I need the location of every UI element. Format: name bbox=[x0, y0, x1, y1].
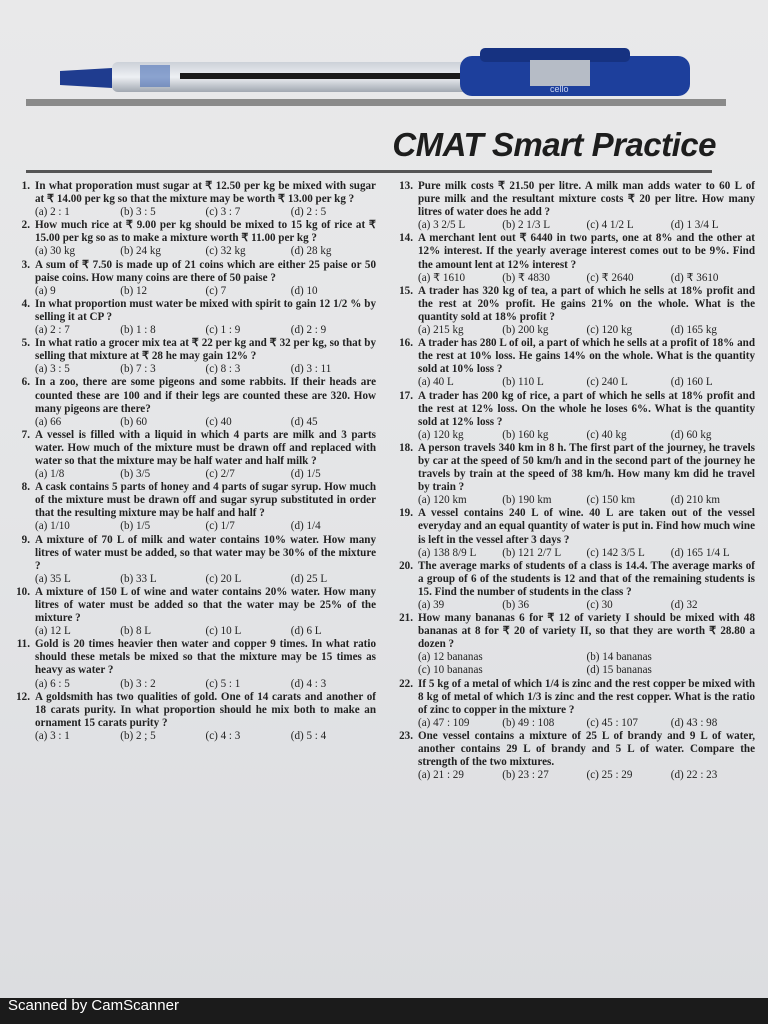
answer-option: (a) 1/10 bbox=[35, 520, 70, 533]
answer-options bbox=[418, 376, 755, 389]
question-text: A person travels 340 km in 8 h. The first part of the journey, he travels by car at the speed of 50 km/h and in the second part of the journey he travels by train at the speed of 38 km/h. How many km did he travel by train ? bbox=[418, 441, 755, 494]
question-text: A trader has 200 kg of rice, a part of which he sells at 18% profit and the rest at 12% loss. On the whole he loses 6%. What is the quantity sold at 12% loss ? bbox=[418, 389, 755, 428]
answer-option: (b) 8 L bbox=[120, 625, 152, 638]
question-item bbox=[10, 638, 376, 690]
answer-option: (b) 1/5 bbox=[120, 520, 151, 533]
answer-option: (c) 32 kg bbox=[205, 245, 246, 258]
question-number: 10. bbox=[16, 585, 30, 598]
answer-option: (c) 40 kg bbox=[586, 428, 627, 441]
answer-option: (a) 12 bananas bbox=[418, 651, 483, 664]
answer-option: (d) 160 L bbox=[670, 376, 713, 389]
question-item bbox=[10, 586, 376, 638]
answer-option: (a) 3 : 5 bbox=[35, 363, 70, 376]
question-column-right bbox=[393, 180, 755, 782]
answer-option: (b) 121 2/7 L bbox=[502, 546, 562, 559]
question-item bbox=[393, 730, 755, 782]
question-number: 21. bbox=[399, 612, 413, 625]
answer-option: (a) 1/8 bbox=[35, 468, 65, 481]
answer-option: (a) 6 : 5 bbox=[35, 677, 70, 690]
question-text: Pure milk costs ₹ 21.50 per litre. A milk man adds water to 60 L of pure milk and the resultant mixture costs ₹ 20 per litre. How many litres of water does he add ? bbox=[418, 180, 755, 219]
question-text: A cask contains 5 parts of honey and 4 parts of sugar syrup. How much of the mixture must be drawn off and sugar syrup substituted in order that the resulting mixture may be half and half ? bbox=[35, 481, 376, 520]
question-item bbox=[393, 560, 755, 612]
answer-option: (d) 5 : 4 bbox=[290, 729, 327, 742]
answer-options bbox=[418, 272, 755, 285]
question-number: 16. bbox=[399, 337, 413, 350]
answer-option: (c) 7 bbox=[205, 284, 227, 297]
answer-option: (a) 39 bbox=[418, 599, 445, 611]
question-number: 2. bbox=[21, 219, 30, 232]
question-text: In what ratio a grocer mix tea at ₹ 22 per kg and ₹ 32 per kg, so that by selling that mixture at ₹ 28 he may gain 12% ? bbox=[35, 337, 376, 363]
question-item bbox=[393, 612, 755, 677]
answer-option: (b) 1 : 8 bbox=[120, 324, 156, 337]
answer-option: (b) 60 bbox=[120, 415, 148, 428]
question-number: 22. bbox=[399, 677, 413, 690]
answer-option: (b) 12 bbox=[120, 284, 148, 297]
question-item bbox=[393, 678, 755, 730]
answer-option: (d) 28 kg bbox=[290, 245, 332, 258]
answer-options bbox=[418, 547, 755, 560]
answer-option: (a) 9 bbox=[35, 284, 56, 297]
answer-option: (a) 138 8/9 L bbox=[418, 546, 477, 559]
question-item bbox=[393, 180, 755, 232]
answer-option: (b) 36 bbox=[502, 599, 530, 611]
answer-option: (b) 24 kg bbox=[120, 245, 161, 258]
answer-options bbox=[35, 678, 376, 691]
question-number: 11. bbox=[16, 638, 30, 651]
question-text: The average marks of students of a class is 14.4. The average marks of a group of 6 of the students is 12 and that of the remaining students is 15. Find the number of students in the class ? bbox=[418, 559, 755, 598]
answer-option: (d) 32 bbox=[670, 599, 698, 611]
question-item bbox=[10, 481, 376, 533]
answer-option: (a) 47 : 109 bbox=[418, 716, 470, 729]
question-text: One vessel contains a mixture of 25 L of brandy and 9 L of water, another contains 29 L of brandy and 5 L of water. Compare the strength of the two mixtures. bbox=[418, 729, 755, 769]
question-number: 14. bbox=[399, 232, 413, 245]
answer-option: (a) 3 : 1 bbox=[35, 729, 70, 742]
answer-option: (b) 7 : 3 bbox=[120, 363, 156, 376]
question-text: In what proportion must water be mixed with spirit to gain 12 1/2 % by selling it at CP ? bbox=[35, 297, 376, 323]
question-item bbox=[393, 442, 755, 507]
question-item bbox=[10, 259, 376, 298]
question-number: 13. bbox=[399, 180, 413, 192]
answer-option: (d) 22 : 23 bbox=[670, 769, 718, 782]
question-text: A mixture of 70 L of milk and water contains 10% water. How many litres of water must be added, so that water may be 30% of the mixture ? bbox=[35, 533, 376, 572]
answer-option: (c) 240 L bbox=[586, 376, 628, 389]
answer-option: (a) 2 : 7 bbox=[35, 324, 70, 337]
question-text: A sum of ₹ 7.50 is made up of 21 coins which are either 25 paise or 50 paise coins. How many coins are there of 50 paise ? bbox=[35, 258, 376, 284]
answer-option: (a) 40 L bbox=[418, 376, 454, 389]
question-number: 3. bbox=[21, 258, 30, 271]
answer-option: (d) 4 : 3 bbox=[290, 677, 327, 690]
answer-options bbox=[35, 730, 376, 743]
answer-option: (d) 45 bbox=[290, 415, 318, 428]
answer-option: (a) 120 kg bbox=[418, 428, 464, 441]
question-text: A merchant lent out ₹ 6440 in two parts, one at 8% and the other at 12% interest. If the yearly average interest comes out to be 9%. Find the amount lent at 12% interest ? bbox=[418, 232, 755, 271]
answer-option: (b) 14 bananas bbox=[586, 651, 652, 664]
answer-option: (b) 160 kg bbox=[502, 428, 549, 441]
answer-option: (a) 3 2/5 L bbox=[418, 219, 466, 232]
answer-option: (d) 25 L bbox=[290, 572, 328, 585]
answer-options bbox=[35, 625, 376, 638]
answer-option: (a) ₹ 1610 bbox=[418, 271, 466, 284]
answer-options bbox=[418, 717, 755, 730]
question-item bbox=[10, 298, 376, 337]
answer-option: (c) 10 bananas bbox=[418, 664, 483, 677]
answer-options bbox=[35, 285, 376, 298]
answer-option: (c) 20 L bbox=[205, 572, 242, 585]
answer-option: (d) ₹ 3610 bbox=[670, 271, 719, 284]
answer-option: (b) 110 L bbox=[502, 376, 544, 389]
answer-option: (a) 120 km bbox=[418, 494, 467, 507]
answer-option: (a) 30 kg bbox=[35, 245, 76, 258]
answer-option: (c) 1 : 9 bbox=[205, 324, 241, 337]
answer-option: (b) 33 L bbox=[120, 572, 157, 585]
question-number: 12. bbox=[16, 690, 30, 703]
question-item bbox=[393, 232, 755, 284]
answer-option: (d) 210 km bbox=[670, 494, 721, 507]
question-item bbox=[10, 376, 376, 428]
answer-option: (c) 4 : 3 bbox=[205, 729, 241, 742]
question-text: A trader has 320 kg of tea, a part of which he sells at 18% profit and the rest at 20% profit. He gains 21% on the whole. What is the quantity sold at 18% profit ? bbox=[418, 284, 755, 323]
question-number: 5. bbox=[21, 337, 30, 350]
answer-option: (a) 21 : 29 bbox=[418, 769, 464, 782]
answer-option: (c) 8 : 3 bbox=[205, 363, 241, 376]
header-rule bbox=[26, 99, 726, 106]
question-text: How many bananas 6 for ₹ 12 of variety I should be mixed with 48 bananas at 8 for ₹ 20 of variety II, so that they are worth ₹ 28.80 a dozen ? bbox=[418, 612, 755, 651]
answer-option: (b) 49 : 108 bbox=[502, 716, 555, 729]
answer-option: (c) 1/7 bbox=[205, 520, 235, 533]
question-column-left bbox=[10, 180, 376, 743]
title-rule bbox=[26, 170, 712, 173]
question-text: In a zoo, there are some pigeons and some rabbits. If their heads are counted these are 100 and if their legs are counted these are 320. How many pigeons are there? bbox=[35, 376, 376, 415]
answer-options bbox=[35, 245, 376, 258]
answer-options bbox=[35, 416, 376, 429]
question-item bbox=[10, 180, 376, 219]
answer-option: (d) 43 : 98 bbox=[670, 716, 718, 729]
question-item bbox=[10, 219, 376, 258]
page-title: CMAT Smart Practice bbox=[392, 126, 716, 163]
answer-option: (c) 10 L bbox=[205, 625, 242, 638]
question-text: A goldsmith has two qualities of gold. One of 14 carats and another of 18 carats purity. In what proportion should he mix both to make an ornament 15 carats purity ? bbox=[35, 690, 376, 729]
answer-option: (c) 25 : 29 bbox=[586, 769, 633, 782]
svg-text:cello: cello bbox=[550, 84, 569, 94]
answer-options bbox=[35, 520, 376, 533]
question-item bbox=[393, 507, 755, 559]
answer-options bbox=[418, 769, 755, 782]
question-number: 4. bbox=[21, 297, 30, 310]
question-item bbox=[393, 285, 755, 337]
answer-option: (c) 5 : 1 bbox=[205, 677, 241, 690]
question-number: 15. bbox=[399, 284, 413, 297]
answer-option: (d) 3 : 11 bbox=[290, 363, 332, 376]
answer-option: (d) 6 L bbox=[290, 625, 322, 638]
question-text: How much rice at ₹ 9.00 per kg should be mixed to 15 kg of rice at ₹ 15.00 per kg so as to make a mixture worth ₹ 11.00 per kg ? bbox=[35, 219, 376, 245]
question-item bbox=[10, 691, 376, 743]
answer-option: (b) 2 ; 5 bbox=[120, 729, 156, 742]
question-item bbox=[10, 534, 376, 586]
answer-option: (d) 165 1/4 L bbox=[670, 546, 730, 559]
answer-options bbox=[35, 468, 376, 481]
answer-option: (c) 30 bbox=[586, 599, 613, 611]
question-number: 1. bbox=[21, 180, 30, 192]
answer-options bbox=[35, 324, 376, 337]
question-number: 7. bbox=[21, 428, 30, 441]
answer-option: (b) ₹ 4830 bbox=[502, 271, 550, 284]
answer-option: (b) 3 : 2 bbox=[120, 677, 156, 690]
answer-option: (d) 165 kg bbox=[670, 324, 717, 337]
question-text: A mixture of 150 L of wine and water contains 20% water. How many litres of water must be added so that the water may be 25% of the mixture ? bbox=[35, 585, 376, 625]
answer-option: (c) 3 : 7 bbox=[205, 206, 241, 219]
question-number: 9. bbox=[21, 533, 30, 546]
answer-option: (d) 60 kg bbox=[670, 428, 712, 441]
question-text: If 5 kg of a metal of which 1/4 is zinc and the rest copper be mixed with 8 kg of metal of which 1/3 is zinc and the rest copper. What is the ratio of zinc to copper in the mixture ? bbox=[418, 677, 755, 716]
answer-option: (b) 3/5 bbox=[120, 468, 151, 481]
question-item bbox=[393, 337, 755, 389]
question-item bbox=[10, 429, 376, 481]
answer-option: (a) 35 L bbox=[35, 572, 71, 585]
question-text: A vessel is filled with a liquid in which 4 parts are milk and 3 parts water. How much of the mixture must be drawn off and replaced with water so that the mixture may be half water and half milk ? bbox=[35, 428, 376, 467]
answer-option: (c) 142 3/5 L bbox=[586, 546, 645, 559]
question-text: Gold is 20 times heavier then water and copper 9 times. In what ratio should these metals be mixed so that the mixture may be 15 times as heavy as water ? bbox=[35, 638, 376, 677]
answer-options bbox=[418, 651, 755, 677]
answer-option: (c) 150 km bbox=[586, 494, 636, 507]
answer-option: (d) 10 bbox=[290, 284, 318, 297]
answer-option: (d) 2 : 9 bbox=[290, 324, 327, 337]
answer-options bbox=[418, 219, 755, 232]
answer-options bbox=[35, 573, 376, 586]
question-item bbox=[393, 390, 755, 442]
answer-option: (b) 200 kg bbox=[502, 324, 549, 337]
answer-option: (c) ₹ 2640 bbox=[586, 271, 634, 284]
answer-option: (d) 2 : 5 bbox=[290, 206, 327, 219]
answer-option: (a) 66 bbox=[35, 415, 62, 428]
question-number: 23. bbox=[399, 729, 413, 742]
answer-options bbox=[418, 429, 755, 442]
answer-options bbox=[35, 206, 376, 219]
answer-option: (d) 1 3/4 L bbox=[670, 219, 719, 232]
answer-option: (d) 1/4 bbox=[290, 520, 321, 533]
question-number: 19. bbox=[399, 507, 413, 520]
answer-option: (d) 15 bananas bbox=[586, 664, 652, 677]
answer-option: (d) 1/5 bbox=[290, 468, 321, 481]
question-number: 6. bbox=[21, 376, 30, 389]
question-item bbox=[10, 337, 376, 376]
answer-option: (c) 4 1/2 L bbox=[586, 219, 634, 232]
question-number: 8. bbox=[21, 481, 30, 494]
answer-option: (b) 23 : 27 bbox=[502, 769, 549, 782]
answer-option: (b) 3 : 5 bbox=[120, 206, 156, 219]
answer-options bbox=[418, 324, 755, 337]
question-text: In what proporation must sugar at ₹ 12.50 per kg be mixed with sugar at ₹ 14.00 per kg so that the mixture may be worth ₹ 13.00 per kg ? bbox=[35, 180, 376, 206]
answer-option: (c) 2/7 bbox=[205, 468, 235, 481]
question-number: 17. bbox=[399, 389, 413, 402]
answer-option: (a) 12 L bbox=[35, 625, 71, 638]
answer-option: (c) 120 kg bbox=[586, 324, 633, 337]
answer-options bbox=[418, 494, 755, 507]
question-text: A vessel contains 240 L of wine. 40 L are taken out of the vessel everyday and an equal quantity of water is put in. Find how much wine is left in the vessel after 3 days ? bbox=[418, 507, 755, 546]
answer-option: (a) 2 : 1 bbox=[35, 206, 70, 219]
answer-option: (c) 40 bbox=[205, 415, 232, 428]
scanner-watermark: Scanned by CamScanner bbox=[8, 997, 179, 1014]
answer-option: (b) 2 1/3 L bbox=[502, 219, 551, 232]
question-number: 18. bbox=[399, 441, 413, 454]
pen-icon bbox=[30, 48, 720, 100]
answer-options bbox=[35, 363, 376, 376]
answer-option: (c) 45 : 107 bbox=[586, 716, 638, 729]
question-text: A trader has 280 L of oil, a part of which he sells at a profit of 18% and the rest at 10% loss. He gains 14% on the whole. What is the quantity sold at 10% loss ? bbox=[418, 337, 755, 376]
answer-options bbox=[418, 599, 755, 612]
answer-option: (b) 190 km bbox=[502, 494, 552, 507]
answer-option: (a) 215 kg bbox=[418, 324, 464, 337]
question-number: 20. bbox=[399, 559, 413, 572]
